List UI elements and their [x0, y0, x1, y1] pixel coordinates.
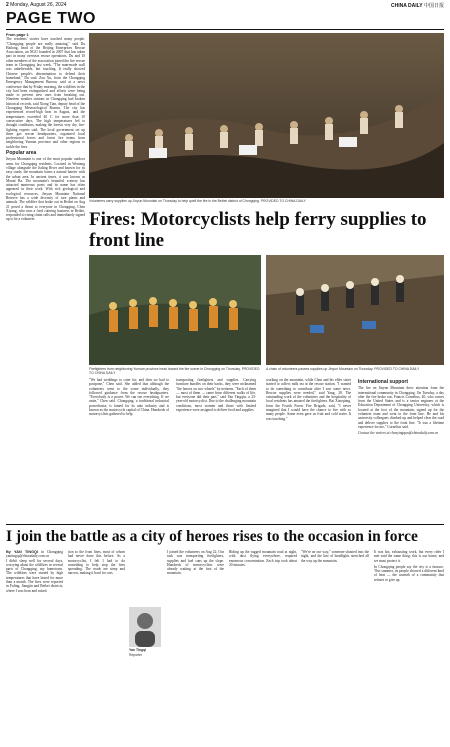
second-story-column-5 — [301, 550, 369, 742]
photo-credit: PROVIDED TO CHINA DAILY — [374, 367, 420, 371]
paper-name-cn: 中国日报 — [423, 3, 444, 9]
photo-volunteers-carry-supplies — [89, 33, 444, 198]
byline: By YAN TINGQI — [6, 550, 39, 554]
story-text: Riding up the rugged mountain road at night, with dust flying everywhere, required enormous concentration. Each trip took about 20 minutes. — [229, 550, 297, 567]
page-date-line — [6, 2, 67, 8]
caption-text: Firefighters from neighboring Yunnan province head toward the fire scene in Chongqing on Thursday. — [89, 367, 241, 371]
reporter-photo — [129, 607, 161, 647]
photo-firefighters-yunnan — [89, 255, 261, 365]
story-text: working on the mountain, while Chen and his elder sister started to collect milk tea at the rescue station. "I wanted to do something to contribute after I saw some news. Rescue supplies were needed," said Yang, 28. The outstanding work of the volunteers and the hospitality of local residents has amazed the firefighters. Bai Xiaoqiang, from the Fourth Forest Fire Brigade, said, "I never imagined that I would have the chance to live with so many people. Some even gave us fruit and cold water. It was touching." — [266, 378, 351, 421]
story-text: "We had weddings to cater for, and then we had to postpone," Chen said. She added that although the volunteers went to the scene individually, they followed guidance from the rescue headquarters. "Everybody is a power. We can see everything. If we unite," Chen said. Chongqing, a traditional industrial powerhouse, is famed for its auto industry and is known as the motorcycle capital of China. Hundreds of motorcyclists gathered to help. — [89, 378, 169, 417]
caption-text: Volunteers carry supplies up Jinyun Mountain on Thursday to help quell the fire in the Beibei district of Chongqing. — [89, 199, 260, 203]
main-story-column-2 — [89, 378, 169, 520]
second-story-column-3 — [167, 550, 224, 742]
story-text: transporting firefighters and supplies. Carrying furniture bundles on their backs, they were nicknamed "the heroes on two wheels" by netizens. "Each of them — most of them — came from different walks of life, but everyone did their part," said Yan Tingqin, a 23-year-old motorcyclist. Due to the challenging mountain conditions, most women and those with limited experience were assigned to deliver food and supplies. — [176, 378, 256, 413]
story-text: "We're on our way," someone shouted into the night, and the line of headlights stretched all the way up the mountain. — [301, 550, 369, 563]
story-text: I didn't sleep well for several days, worrying about the wildfires in several parts of Chongqing, my hometown. The wildfires were started by high temperatures that have lasted for more than a month. The fires were reported in Fuling, Jiangjin and Beibei districts, where I was born and raised. — [6, 558, 63, 593]
story-text: tion to the front lines, most of whom had never done this before. As a motorcyclist, I felt I had to do something to help stop the fires spreading. The roads are steep and narrow, making it hard for cars. — [68, 550, 125, 576]
section-title: PAGE TWO — [6, 10, 96, 27]
subhead-international-support: International support — [358, 379, 408, 385]
story-text: Jinyun Mountain is one of the most popular outdoor areas for Chongqing residents. Located in Wentang village alongside the Jialing River and known for its easy roads, the mountain forms a natural barrier with the urban area. In ancient times, it was known as Mount Ba. The mountain's beautiful scenery has attracted numerous poets and its name has often appeared in their work. With rich geological and ecological resources, Jinyun Mountain National Reserve has a wide diversity of rare plants and animals. The wildfire that broke out in Beibei on Aug 21 posed a threat to everyone in Chongqing. Chen Xiyang, who runs a food catering business in Beibei, responded to rising chain calls and immediately signed up to be a volunteer. — [6, 157, 85, 222]
mid-right-caption — [266, 367, 444, 371]
second-story-column-4 — [229, 550, 297, 742]
main-story-column-3 — [176, 378, 256, 520]
byline-email: in Chongqing yantingqi@chinadaily.com.cn — [6, 550, 63, 559]
paper-name: CHINA DAILY — [391, 3, 423, 9]
page-number: 2 — [6, 2, 9, 8]
photo-volunteer-chain — [266, 255, 444, 365]
photo-credit: PROVIDED TO CHINA DAILY — [89, 367, 260, 375]
story-text: The residents' stories have touched many people. "Chongqing people are really amazing," said Du Hailong, head of the Beijing Enterprises Rescue Association, an NGO founded in 2007 that has taken part in many overseas rescue operations. Du and 10 other members of the association joined the fire rescue team in Chongqing last week. "The man-made wall was unbelievable, but touching. It really showed Chinese people's determination to defend their homeland," Du said. Zou Xu, from the Chongqing Emergency Management Bureau, said at a news conference that by Friday morning, the wildfires in the city had been extinguished and efforts were being made to prevent new ones from breaking out. Nineteen weather stations in Chongqing had broken historical records, said Xiong Tian, deputy head of the Chongqing Meteorological Bureau. The city has experienced record-high heat in August, and the temperatures exceeded 40 C for more than 10 consecutive days. The high temperatures led to drought conditions, making the forests very dry, fire-fighting experts said. The local government set up three gas rescue headquarters, organized local professional forces and forest fire teams from neighboring Yunnan province and other regions to tackle the fires. — [6, 37, 85, 149]
second-story-column-2 — [68, 550, 125, 742]
reporter-role: Reporter — [129, 653, 143, 657]
header-rule — [6, 29, 444, 30]
second-story-column-6 — [374, 550, 444, 742]
story-text: It was hot, exhausting work, but every rider I met said the same thing: this is our home, and we must protect it. — [374, 550, 444, 563]
subhead-popular-area: Popular area — [6, 150, 37, 157]
top-photo-caption — [89, 199, 444, 203]
reporter-name: Yan Tingqi — [129, 648, 147, 652]
story-text: The fire on Jinyun Mountain drew attention from the international community in Chongqing. On Tuesday, a day after the fire broke out, Francis Cornelius, 40, who comes from the United States and is a senior engineer at the Education Department of Chongqing University, which is located at the foot of the mountain, signed up for the volunteer team and went to the front line. He and his university colleagues climbed up and helped clear the road and deliver supplies to the front line. "It was a lifetime experience for me," Cornelius said. — [358, 386, 444, 429]
mid-left-caption — [89, 367, 261, 375]
story-text: I joined the volunteers on Aug 22. Our task was transporting firefighters, supplies and fuel cans up the slope. Hundreds of motorcyclists were already waiting at the foot of the mountain. — [167, 550, 224, 576]
story-text: In Chongqing people say the city is a furnace. This summer, its people showed a different kind of heat — the warmth of a community that refuses to give up. — [374, 564, 444, 582]
photo-credit: PROVIDED TO CHINA DAILY — [260, 199, 306, 203]
story-divider — [6, 524, 444, 525]
main-story-column-1 — [6, 33, 85, 418]
main-story-column-5 — [358, 378, 444, 520]
main-headline: Fires: Motorcyclists help ferry supplies to front line — [89, 209, 427, 251]
masthead — [391, 2, 444, 9]
contact-line: Contact the writers at chenyingqun@chinadaily.com.cn — [358, 431, 439, 436]
second-headline: I join the battle as a city of heroes rises to the occasion in force — [6, 528, 418, 545]
issue-date: Monday, August 26, 2024 — [10, 2, 67, 8]
continued-from: From page 1 — [6, 33, 29, 37]
main-story-column-4 — [266, 378, 351, 520]
second-story-column-1 — [6, 550, 63, 742]
caption-text: A chain of volunteers passes supplies up Jinyun Mountain on Thursday. — [266, 367, 374, 371]
